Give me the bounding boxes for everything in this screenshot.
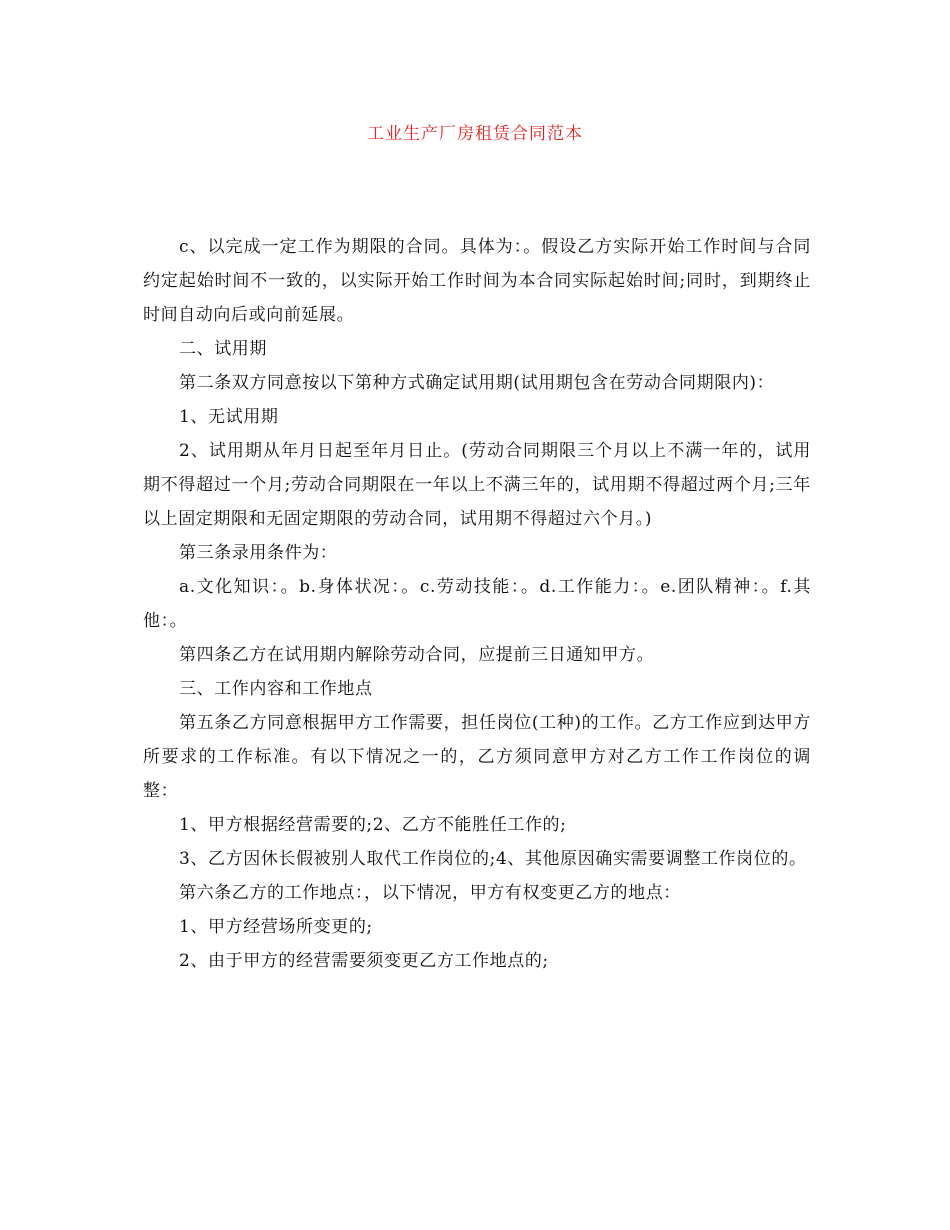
document-title: 工业生产厂房租赁合同范本	[367, 124, 583, 144]
list-item: 1、无试用期	[179, 407, 279, 427]
list-item: 2、由于甲方的经营需要须变更乙方工作地点的;	[179, 951, 549, 971]
list-item: 1、甲方经营场所变更的;	[179, 917, 373, 937]
paragraph: 第五条乙方同意根据甲方工作需要，担任岗位(工种)的工作。乙方工作应到达甲方所要求的工作标准。有以下情况之一的，乙方须同意甲方对乙方工作工作岗位的调整：	[143, 713, 811, 801]
paragraph: c、以完成一定工作为期限的合同。具体为：。假设乙方实际开始工作时间与合同约定起始时间不一致的，以实际开始工作时间为本合同实际起始时间;同时，到期终止时间自动向后或向前延展。	[143, 237, 811, 325]
section-heading: 二、试用期	[179, 339, 267, 359]
document-body	[143, 230, 811, 978]
paragraph: 第三条录用条件为：	[179, 543, 338, 563]
paragraph: 第二条双方同意按以下第种方式确定试用期(试用期包含在劳动合同期限内)：	[179, 373, 775, 393]
list-item: 1、甲方根据经营需要的;2、乙方不能胜任工作的;	[179, 815, 567, 835]
paragraph: a.文化知识：。b.身体状况：。c.劳动技能：。d.工作能力：。e.团队精神：。f.其他：。	[143, 577, 811, 631]
paragraph: 第四条乙方在试用期内解除劳动合同，应提前三日通知甲方。	[179, 645, 655, 665]
list-item: 3、乙方因休长假被别人取代工作岗位的;4、其他原因确实需要调整工作岗位的。	[179, 849, 807, 869]
paragraph: 第六条乙方的工作地点：，以下情况，甲方有权变更乙方的地点：	[179, 883, 681, 903]
list-item: 2、试用期从年月日起至年月日止。(劳动合同期限三个月以上不满一年的，试用期不得超过一个月;劳动合同期限在一年以上不满三年的，试用期不得超过两个月;三年以上固定期限和无固定期限的劳动合同，试用期不得超过六个月。)	[143, 441, 811, 529]
section-heading: 三、工作内容和工作地点	[179, 679, 373, 699]
